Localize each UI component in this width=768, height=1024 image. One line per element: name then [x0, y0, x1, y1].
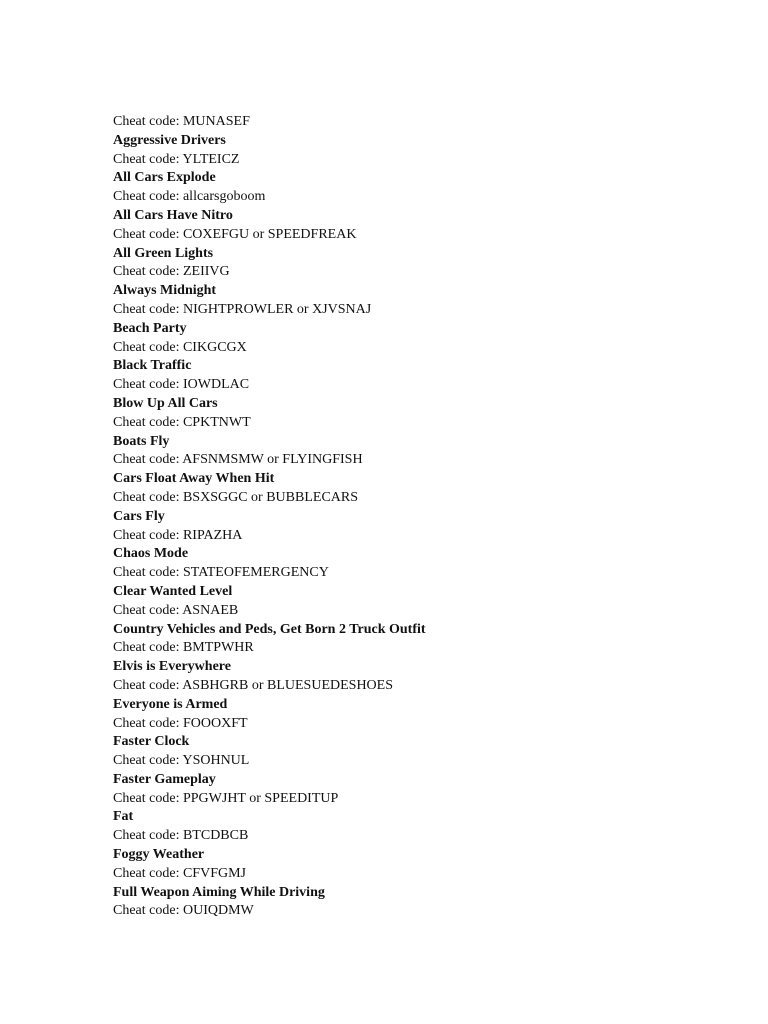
cheat-code-line: Cheat code: YSOHNUL: [113, 753, 250, 769]
cheat-code-line: Cheat code: MUNASEF: [113, 114, 250, 129]
cheat-code-line: Cheat code: CPKTNWT: [113, 414, 251, 430]
cheat-title: Aggressive Drivers: [113, 132, 226, 148]
cheat-code-line: Cheat code: BMTPWHR: [113, 640, 254, 656]
cheat-title: Faster Gameplay: [113, 771, 216, 787]
cheat-code-line: Cheat code: NIGHTPROWLER or XJVSNAJ: [113, 301, 372, 317]
cheat-code-line: Cheat code: BSXSGGC or BUBBLECARS: [113, 489, 359, 505]
cheat-title: Foggy Weather: [113, 847, 205, 863]
cheat-title: Faster Clock: [113, 734, 190, 750]
cheat-code-line: Cheat code: IOWDLAC: [113, 377, 250, 393]
cheat-title: Full Weapon Aiming While Driving: [113, 884, 325, 900]
cheat-code-line: Cheat code: CIKGCGX: [113, 339, 247, 355]
cheat-title: Boats Fly: [113, 433, 170, 449]
cheat-code-line: Cheat code: YLTEICZ: [113, 151, 240, 167]
cheat-title: Beach Party: [113, 320, 187, 336]
cheat-code-line: Cheat code: ASNAEB: [113, 602, 239, 618]
cheat-code-line: Cheat code: FOOOXFT: [113, 715, 248, 731]
cheat-title: All Cars Have Nitro: [113, 207, 233, 223]
cheat-code-line: Cheat code: COXEFGU or SPEEDFREAK: [113, 226, 357, 242]
cheat-code-line: Cheat code: STATEOFEMERGENCY: [113, 565, 329, 581]
cheat-code-line: Cheat code: PPGWJHT or SPEEDITUP: [113, 790, 339, 806]
cheat-title: Fat: [113, 809, 134, 825]
cheat-code-line: Cheat code: ASBHGRB or BLUESUEDESHOES: [113, 677, 393, 693]
cheat-code-line: Cheat code: BTCDBCB: [113, 828, 249, 844]
cheat-code-line: Cheat code: AFSNMSMW or FLYINGFISH: [113, 452, 363, 468]
cheat-title: Black Traffic: [113, 358, 192, 374]
cheat-code-line: Cheat code: allcarsgoboom: [113, 189, 266, 205]
cheat-title: Always Midnight: [113, 283, 217, 299]
cheat-title: Elvis is Everywhere: [113, 659, 231, 675]
cheat-title: Cars Fly: [113, 508, 165, 524]
cheat-code-line: Cheat code: CFVFGMJ: [113, 865, 246, 881]
cheat-title: Cars Float Away When Hit: [113, 471, 275, 487]
cheat-code-line: Cheat code: ZEIIVG: [113, 264, 230, 280]
cheat-code-line: Cheat code: OUIQDMW: [113, 903, 254, 919]
cheat-title: All Green Lights: [113, 245, 214, 261]
cheat-title: Clear Wanted Level: [113, 583, 233, 599]
cheat-title: All Cars Explode: [113, 170, 216, 186]
cheat-title: Blow Up All Cars: [113, 395, 218, 411]
cheat-title: Everyone is Armed: [113, 696, 228, 712]
cheat-list: [113, 113, 673, 921]
cheat-title: Chaos Mode: [113, 546, 189, 562]
cheat-title: Country Vehicles and Peds, Get Born 2 Truck Outfit: [113, 621, 426, 637]
cheat-code-line: Cheat code: RIPAZHA: [113, 527, 243, 543]
